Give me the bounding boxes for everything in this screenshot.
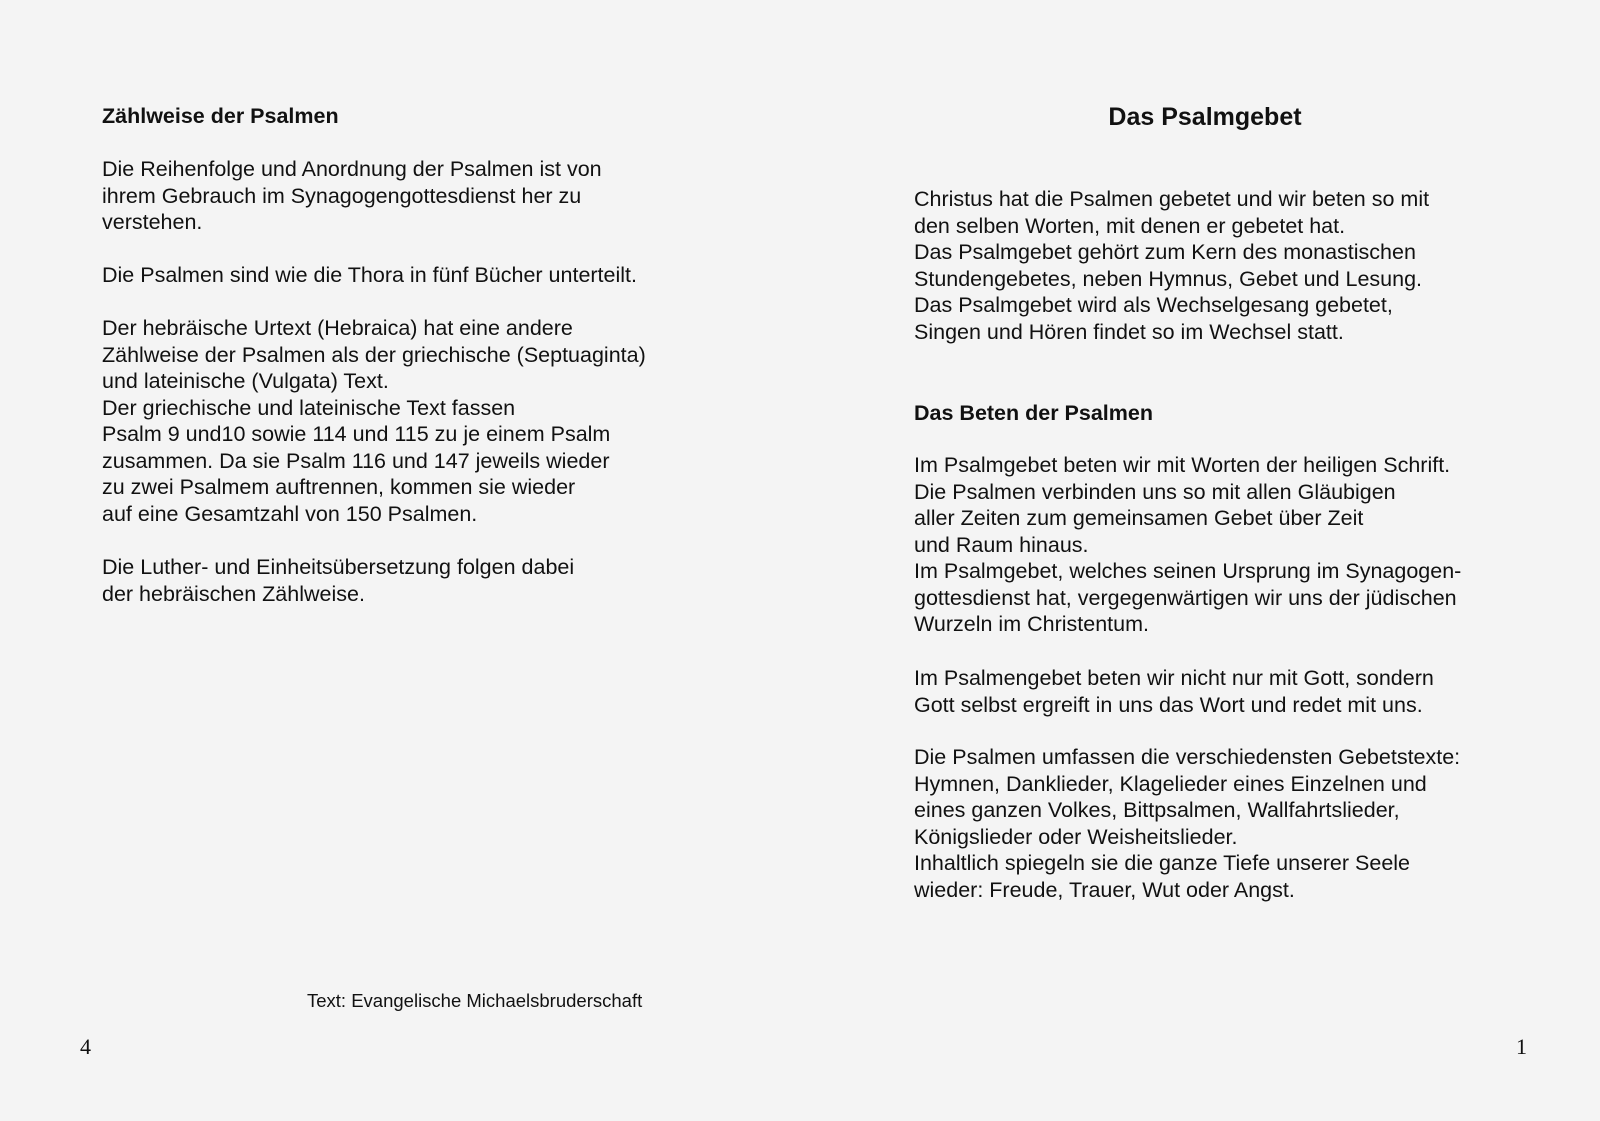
paragraph [102, 156, 602, 236]
text-line: Das Psalmgebet wird als Wechselgesang gebetet, [914, 293, 1393, 317]
text-line: Im Psalmengebet beten wir nicht nur mit Gott, sondern [914, 666, 1434, 690]
text-line: Inhaltlich spiegeln sie die ganze Tiefe unserer Seele [914, 851, 1411, 875]
text-line: eines ganzen Volkes, Bittpsalmen, Wallfahrtslieder, [914, 798, 1400, 822]
section-heading: Zählweise der Psalmen [102, 104, 339, 128]
text-line: Der griechische und lateinische Text fassen [102, 395, 516, 420]
text-line: und lateinische (Vulgata) Text. [102, 369, 389, 393]
text-line: Psalm 9 und10 sowie 114 und 115 zu je einem Psalm [102, 422, 611, 446]
text-line: Christus hat die Psalmen gebetet und wir beten so mit [914, 187, 1430, 211]
text-line: Im Psalmgebet, welches seinen Ursprung im Synagogen- [914, 559, 1462, 583]
text-line: Die Psalmen verbinden uns so mit allen Gläubigen [914, 479, 1396, 504]
text-line: wieder: Freude, Trauer, Wut oder Angst. [914, 877, 1295, 902]
text-line: verstehen. [102, 210, 203, 234]
text-line: den selben Worten, mit denen er gebetet hat. [914, 213, 1346, 238]
text-line: Stundengebetes, neben Hymnus, Gebet und Lesung. [914, 266, 1423, 291]
text-line: Die Psalmen umfassen die verschiedensten Gebetstexte: [914, 745, 1461, 769]
text-credit: Text: Evangelische Michaelsbruderschaft [307, 990, 643, 1011]
text-line: und Raum hinaus. [914, 532, 1089, 557]
right-page [800, 0, 1600, 1121]
paragraph [102, 315, 646, 527]
text-line: Königslieder oder Weisheitslieder. [914, 824, 1238, 849]
text-line: zusammen. Da sie Psalm 116 und 147 jeweils wieder [102, 448, 610, 473]
paragraph [914, 665, 1434, 718]
intro-paragraph [914, 186, 1429, 345]
page-number: 1 [1516, 1034, 1527, 1059]
paragraph [102, 554, 574, 607]
text-line: Wurzeln im Christentum. [914, 612, 1149, 636]
text-line: gottesdienst hat, vergegenwärtigen wir uns der jüdischen [914, 585, 1457, 610]
text-line: Die Psalmen sind wie die Thora in fünf Bücher unterteilt. [102, 263, 637, 287]
text-line: Das Psalmgebet gehört zum Kern des monastischen [914, 240, 1416, 264]
text-line: Hymnen, Danklieder, Klagelieder eines Einzelnen und [914, 771, 1427, 796]
text-line: aller Zeiten zum gemeinsamen Gebet über Zeit [914, 506, 1364, 530]
page-number: 4 [80, 1034, 91, 1059]
paragraph [914, 452, 1461, 638]
text-line: Zählweise der Psalmen als der griechische (Septuaginta) [102, 342, 646, 367]
text-line: Singen und Hören findet so im Wechsel statt. [914, 319, 1344, 344]
text-line: Die Luther- und Einheitsübersetzung folgen dabei [102, 555, 575, 579]
text-line: ihrem Gebrauch im Synagogengottesdienst her zu [102, 183, 582, 208]
text-line: Der hebräische Urtext (Hebraica) hat eine andere [102, 316, 573, 340]
text-line: der hebräischen Zählweise. [102, 581, 365, 606]
text-line: auf eine Gesamtzahl von 150 Psalmen. [102, 501, 478, 526]
paragraph [102, 262, 637, 289]
section-heading: Das Beten der Psalmen [914, 401, 1153, 425]
paragraph [914, 744, 1460, 903]
page-title: Das Psalmgebet [1108, 103, 1302, 131]
text-line: Die Reihenfolge und Anordnung der Psalmen ist von [102, 157, 602, 181]
text-line: Im Psalmgebet beten wir mit Worten der heiligen Schrift. [914, 453, 1451, 477]
text-line: Gott selbst ergreift in uns das Wort und redet mit uns. [914, 692, 1423, 717]
text-line: zu zwei Psalmem auftrennen, kommen sie wieder [102, 475, 576, 499]
